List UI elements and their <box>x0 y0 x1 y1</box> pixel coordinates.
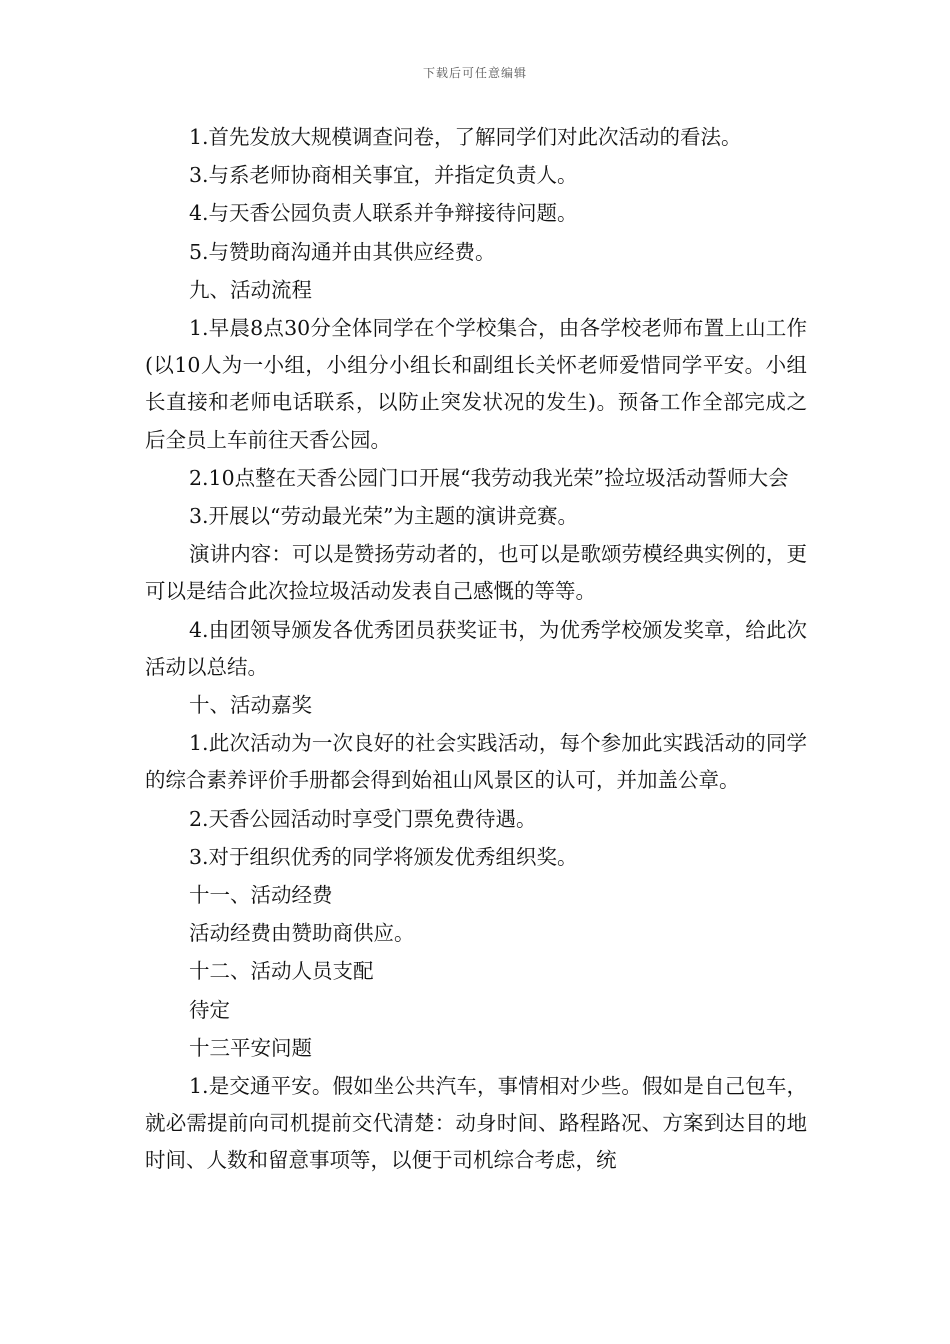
paragraph-funding: 活动经费由赞助商供应。 <box>189 921 415 946</box>
paragraph-sponsor: 5.与赞助商沟通并由其供应经费。 <box>189 239 496 264</box>
paragraph-survey: 1.首先发放大规模调查问卷，了解同学们对此次活动的看法。 <box>189 125 742 149</box>
section-heading-safety: 十三平安问题 <box>189 1035 312 1060</box>
paragraph-process-1: 1.早晨8点30分全体同学在个学校集合，由各学校老师布置上山工作(以10人为一小组，小组分小组长和副组长关怀老师爱惜同学平安。小组长直接和老师电话联系，以防止突发状况的发生)。预备工作全部完成之后全员上车前往天香公园。 <box>145 316 807 452</box>
paragraph-speech-content: 演讲内容：可以是赞扬劳动者的，也可以是歌颂劳模经典实例的，更可以是结合此次捡垃圾活动发表自己感慨的等等。 <box>145 542 807 604</box>
paragraph-award-1: 1.此次活动为一次良好的社会实践活动，每个参加此实践活动的同学的综合素养评价手册都会得到始祖山风景区的认可，并加盖公章。 <box>145 731 807 793</box>
section-heading-process: 九、活动流程 <box>189 277 312 302</box>
paragraph-award-2: 2.天香公园活动时享受门票免费待遇。 <box>189 806 537 831</box>
paragraph-process-2: 2.10点整在天香公园门口开展“我劳动我光荣”捡垃圾活动誓师大会 <box>189 465 789 490</box>
section-heading-staffing: 十二、活动人员支配 <box>189 959 374 984</box>
document-body <box>145 119 807 1181</box>
paragraph-process-4: 4.由团领导颁发各优秀团员获奖证书，为优秀学校颁发奖章，给此次活动以总结。 <box>145 617 807 679</box>
paragraph-park-contact: 4.与天香公园负责人联系并争辩接待问题。 <box>189 201 578 226</box>
paragraph-award-3: 3.对于组织优秀的同学将颁发优秀组织奖。 <box>189 844 578 869</box>
paragraph-teacher-consult: 3.与系老师协商相关事宜，并指定负责人。 <box>189 163 578 188</box>
page-header: 下载后可任意编辑 <box>422 66 527 80</box>
paragraph-process-3: 3.开展以“劳动最光荣”为主题的演讲竞赛。 <box>189 504 579 529</box>
paragraph-staffing: 待定 <box>189 997 230 1022</box>
section-heading-funding: 十一、活动经费 <box>189 883 333 908</box>
section-heading-awards: 十、活动嘉奖 <box>189 693 312 718</box>
paragraph-safety-1: 1.是交通平安。假如坐公共汽车，事情相对少些。假如是自己包车，就必需提前向司机提前交代清楚：动身时间、路程路况、方案到达目的地时间、人数和留意事项等，以便于司机综合考虑，统 <box>145 1074 807 1173</box>
